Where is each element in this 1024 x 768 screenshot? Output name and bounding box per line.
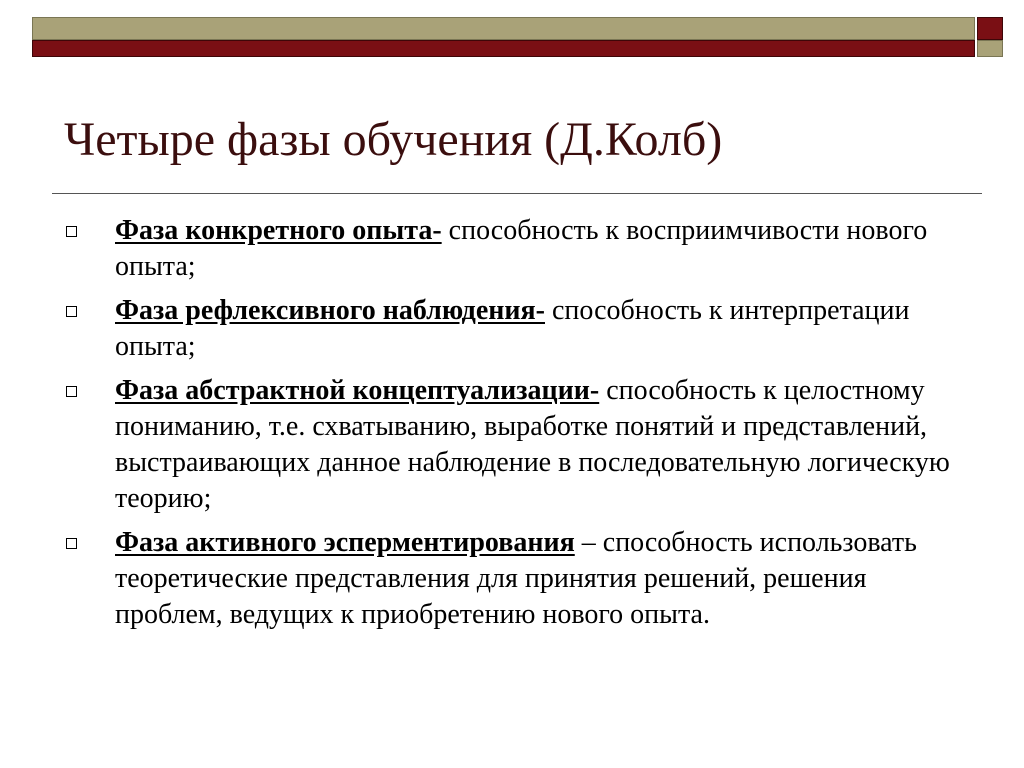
phase-term: Фаза абстрактной концептуализации- [115,375,600,406]
phase-description: – способность использовать теоретические представления для принятия решений, решения проблем, ведущих к приобретению нового опыта. [115,527,917,630]
square-bullet-icon [66,226,77,237]
phase-description: способность к целостному пониманию, т.е. схватыванию, выработке понятий и представлений, выстраивающих данное наблюдение в последовательную логическую теорию; [115,375,950,514]
header-maroon-bar [32,40,975,57]
bullet-list [64,213,974,641]
header-olive-square [977,40,1003,57]
phase-description: способность к восприимчивости нового опыта; [115,215,928,282]
slide-title: Четыре фазы обучения (Д.Колб) [64,113,723,166]
phase-term: Фаза активного эсперментирования [115,527,575,558]
list-item [64,525,974,633]
square-bullet-icon [66,538,77,549]
phase-term: Фаза рефлексивного наблюдения- [115,295,545,326]
phase-description: способность к интерпретации опыта; [115,295,910,362]
header-olive-bar [32,17,975,40]
square-bullet-icon [66,306,77,317]
square-bullet-icon [66,386,77,397]
list-item [64,293,974,365]
title-divider [52,193,982,194]
header-maroon-square [977,17,1003,40]
phase-term: Фаза конкретного опыта- [115,215,442,246]
list-item [64,213,974,285]
list-item [64,373,974,517]
